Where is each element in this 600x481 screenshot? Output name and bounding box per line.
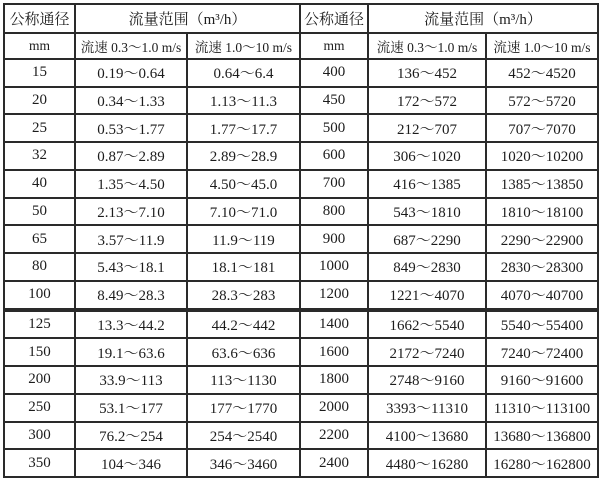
cell-diameter-right: 2200 (300, 422, 368, 450)
cell-low-flow-left: 1.35～4.50 (75, 170, 187, 198)
cell-diameter-left: 40 (4, 170, 75, 198)
cell-low-flow-left: 19.1～63.6 (75, 338, 187, 366)
cell-diameter-right: 800 (300, 198, 368, 226)
table-row (4, 449, 598, 477)
cell-low-flow-right: 2748～9160 (368, 366, 486, 394)
header-unit-mm-left: mm (4, 33, 75, 59)
cell-diameter-left: 32 (4, 142, 75, 170)
cell-diameter-left: 350 (4, 449, 75, 477)
cell-diameter-right: 1800 (300, 366, 368, 394)
cell-low-flow-left: 0.34～1.33 (75, 87, 187, 115)
header-low-speed-left: 流速 0.3～1.0 m/s (75, 33, 187, 59)
cell-low-flow-right: 136～452 (368, 59, 486, 87)
cell-diameter-left: 200 (4, 366, 75, 394)
header-low-speed-right: 流速 0.3～1.0 m/s (368, 33, 486, 59)
table-row (4, 310, 598, 339)
cell-high-flow-right: 4070～40700 (486, 281, 598, 310)
cell-low-flow-left: 0.53～1.77 (75, 114, 187, 142)
header-diameter-left: 公称通径 (4, 4, 75, 33)
cell-low-flow-left: 0.87～2.89 (75, 142, 187, 170)
cell-diameter-right: 450 (300, 87, 368, 115)
cell-low-flow-right: 849～2830 (368, 253, 486, 281)
cell-low-flow-left: 8.49～28.3 (75, 281, 187, 310)
cell-high-flow-right: 9160～91600 (486, 366, 598, 394)
cell-high-flow-left: 346～3460 (187, 449, 300, 477)
cell-low-flow-right: 543～1810 (368, 198, 486, 226)
cell-high-flow-left: 7.10～71.0 (187, 198, 300, 226)
table-row (4, 142, 598, 170)
cell-diameter-left: 125 (4, 310, 75, 339)
cell-low-flow-left: 53.1～177 (75, 394, 187, 422)
cell-diameter-left: 80 (4, 253, 75, 281)
cell-diameter-left: 250 (4, 394, 75, 422)
cell-high-flow-left: 4.50～45.0 (187, 170, 300, 198)
cell-low-flow-left: 13.3～44.2 (75, 310, 187, 339)
cell-diameter-right: 1400 (300, 310, 368, 339)
cell-diameter-left: 15 (4, 59, 75, 87)
cell-high-flow-left: 11.9～119 (187, 225, 300, 253)
cell-diameter-right: 2400 (300, 449, 368, 477)
cell-high-flow-left: 177～1770 (187, 394, 300, 422)
cell-diameter-right: 1000 (300, 253, 368, 281)
table-header (4, 4, 598, 59)
table-row (4, 394, 598, 422)
cell-high-flow-left: 18.1～181 (187, 253, 300, 281)
table-row (4, 366, 598, 394)
cell-low-flow-left: 33.9～113 (75, 366, 187, 394)
cell-low-flow-right: 4480～16280 (368, 449, 486, 477)
table-row (4, 338, 598, 366)
table-row (4, 170, 598, 198)
header-unit-mm-right: mm (300, 33, 368, 59)
flow-range-table (3, 3, 599, 478)
cell-diameter-left: 50 (4, 198, 75, 226)
table-body (4, 59, 598, 477)
cell-diameter-left: 300 (4, 422, 75, 450)
cell-low-flow-left: 5.43～18.1 (75, 253, 187, 281)
cell-high-flow-right: 11310～113100 (486, 394, 598, 422)
table-row (4, 87, 598, 115)
cell-low-flow-left: 76.2～254 (75, 422, 187, 450)
cell-low-flow-right: 3393～11310 (368, 394, 486, 422)
cell-high-flow-right: 2830～28300 (486, 253, 598, 281)
table-row (4, 225, 598, 253)
cell-high-flow-left: 28.3～283 (187, 281, 300, 310)
cell-low-flow-right: 416～1385 (368, 170, 486, 198)
cell-low-flow-right: 172～572 (368, 87, 486, 115)
cell-high-flow-left: 2.89～28.9 (187, 142, 300, 170)
cell-high-flow-left: 44.2～442 (187, 310, 300, 339)
table-row (4, 198, 598, 226)
table-row (4, 422, 598, 450)
header-row-units (4, 33, 598, 59)
table-row (4, 281, 598, 310)
cell-high-flow-right: 1385～13850 (486, 170, 598, 198)
header-high-speed-right: 流速 1.0～10 m/s (486, 33, 598, 59)
cell-high-flow-right: 7240～72400 (486, 338, 598, 366)
cell-low-flow-right: 1221～4070 (368, 281, 486, 310)
table-row (4, 253, 598, 281)
cell-diameter-right: 1200 (300, 281, 368, 310)
table-row (4, 114, 598, 142)
cell-high-flow-left: 1.13～11.3 (187, 87, 300, 115)
cell-high-flow-right: 13680～136800 (486, 422, 598, 450)
cell-diameter-right: 900 (300, 225, 368, 253)
cell-diameter-right: 2000 (300, 394, 368, 422)
header-diameter-right: 公称通径 (300, 4, 368, 33)
cell-low-flow-right: 1662～5540 (368, 310, 486, 339)
cell-low-flow-right: 4100～13680 (368, 422, 486, 450)
cell-diameter-right: 700 (300, 170, 368, 198)
cell-diameter-left: 100 (4, 281, 75, 310)
table-row (4, 59, 598, 87)
cell-diameter-left: 65 (4, 225, 75, 253)
cell-diameter-right: 500 (300, 114, 368, 142)
cell-high-flow-right: 1810～18100 (486, 198, 598, 226)
cell-high-flow-left: 0.64～6.4 (187, 59, 300, 87)
header-flow-range-left: 流量范围（m³/h） (75, 4, 300, 33)
cell-diameter-left: 150 (4, 338, 75, 366)
cell-high-flow-left: 1.77～17.7 (187, 114, 300, 142)
cell-diameter-left: 20 (4, 87, 75, 115)
cell-diameter-right: 600 (300, 142, 368, 170)
cell-low-flow-left: 2.13～7.10 (75, 198, 187, 226)
cell-low-flow-left: 104～346 (75, 449, 187, 477)
cell-diameter-right: 400 (300, 59, 368, 87)
cell-low-flow-left: 0.19～0.64 (75, 59, 187, 87)
cell-low-flow-left: 3.57～11.9 (75, 225, 187, 253)
header-high-speed-left: 流速 1.0～10 m/s (187, 33, 300, 59)
cell-high-flow-right: 1020～10200 (486, 142, 598, 170)
cell-high-flow-right: 572～5720 (486, 87, 598, 115)
cell-high-flow-left: 113～1130 (187, 366, 300, 394)
cell-diameter-right: 1600 (300, 338, 368, 366)
cell-low-flow-right: 212～707 (368, 114, 486, 142)
cell-high-flow-right: 452～4520 (486, 59, 598, 87)
cell-high-flow-left: 63.6～636 (187, 338, 300, 366)
cell-high-flow-right: 16280～162800 (486, 449, 598, 477)
cell-high-flow-left: 254～2540 (187, 422, 300, 450)
cell-diameter-left: 25 (4, 114, 75, 142)
cell-high-flow-right: 2290～22900 (486, 225, 598, 253)
header-flow-range-right: 流量范围（m³/h） (368, 4, 598, 33)
cell-high-flow-right: 5540～55400 (486, 310, 598, 339)
cell-low-flow-right: 687～2290 (368, 225, 486, 253)
cell-high-flow-right: 707～7070 (486, 114, 598, 142)
header-row-titles (4, 4, 598, 33)
cell-low-flow-right: 306～1020 (368, 142, 486, 170)
cell-low-flow-right: 2172～7240 (368, 338, 486, 366)
